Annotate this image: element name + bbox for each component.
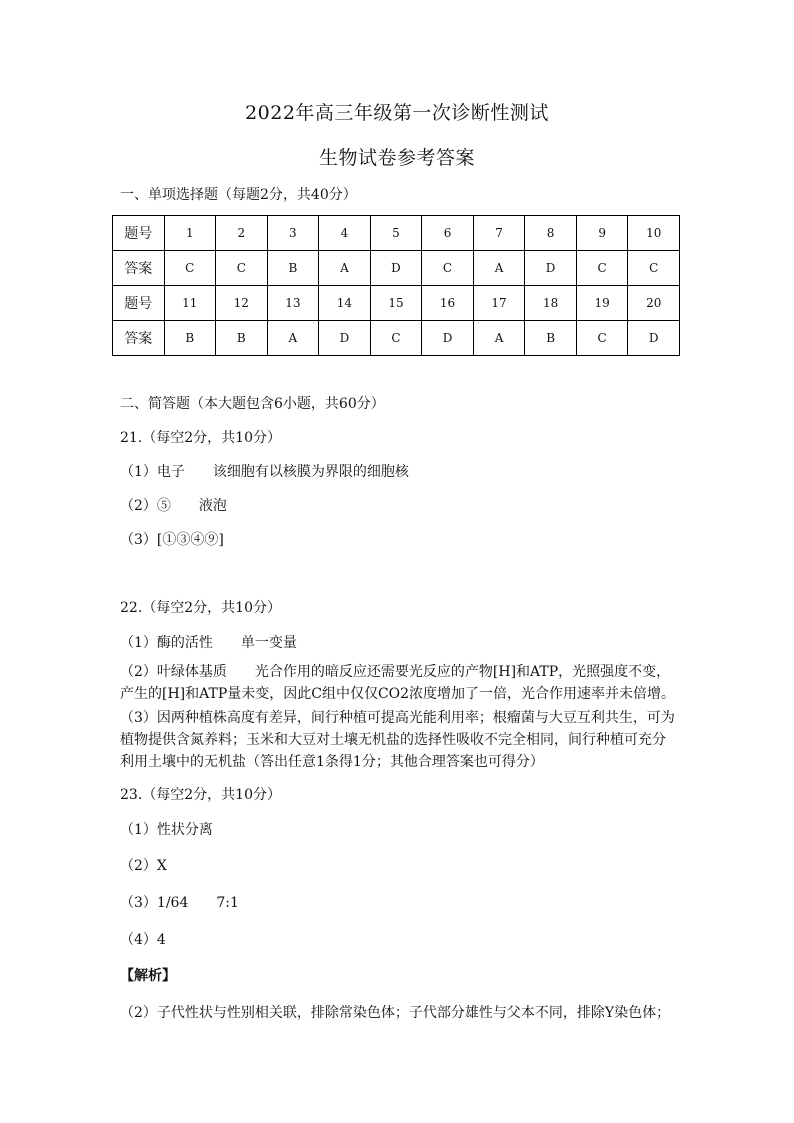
table-cell: 5 [370,216,422,251]
q22-answer-1 [120,632,297,652]
answer-text: 单一变量 [240,635,297,651]
table-cell: A [319,251,371,286]
document-subtitle: 生物试卷参考答案 [318,147,475,169]
table-cell: 10 [628,216,680,251]
table-cell: C [164,251,216,286]
analysis-label: 【解析】 [120,968,176,984]
answer-number: （1）电子 [120,464,185,480]
table-cell: 1 [164,216,216,251]
table-row [113,251,680,286]
table-cell: 题号 [113,286,165,321]
table-cell: 答案 [113,321,165,356]
table-cell: 题号 [113,216,165,251]
table-cell: 7 [473,216,525,251]
answer-number: （2）⑤ [120,498,171,514]
table-cell: 13 [267,286,319,321]
answer-text: 7:1 [216,895,239,911]
table-row [113,216,680,251]
table-cell: A [473,321,525,356]
table-cell: 11 [164,286,216,321]
table-cell: 18 [525,286,577,321]
table-cell: C [576,251,628,286]
q21-answer-3: （3）[①③④⑨] [120,532,224,548]
table-cell: D [525,251,577,286]
table-cell: 9 [576,216,628,251]
q22-answer-3: （3）因两种植株高度有差异，间行种植可提高光能利用率；根瘤菌与大豆互利共生，可为植物提供含氮养料；玉米和大豆对土壤无机盐的选择性吸收不完全相同，间行种植可充分利用土壤中的无机盐（答出任意1条得1分；其他合理答案也可得分） [120,710,675,770]
q23-answer-3 [120,892,239,912]
table-cell: B [525,321,577,356]
table-cell: 12 [216,286,268,321]
table-cell: 8 [525,216,577,251]
table-cell: B [216,321,268,356]
q21-answer-2 [120,495,227,515]
table-row [113,286,680,321]
q21-answer-1 [120,461,409,481]
table-cell: 14 [319,286,371,321]
table-cell: 2 [216,216,268,251]
table-cell: 答案 [113,251,165,286]
section1-heading: 一、单项选择题（每题2分，共40分） [120,187,357,203]
table-cell: C [422,251,474,286]
table-cell: C [628,251,680,286]
answer-table [112,215,680,356]
table-cell: 16 [422,286,474,321]
table-cell: 3 [267,216,319,251]
q22-label: 22.（每空2分，共10分） [120,600,281,616]
table-cell: B [164,321,216,356]
table-cell: 19 [576,286,628,321]
q23-answer-4: （4）4 [120,932,166,948]
q22-answer-2: （2）叶绿体基质 光合作用的暗反应还需要光反应的产物[H]和ATP，光照强度不变，产生的[H]和ATP量未变，因此C组中仅仅CO2浓度增加了一倍，光合作用速率并未倍增。 [120,664,676,702]
q23-answer-1: （1）性状分离 [120,822,213,838]
answer-text: 该细胞有以核膜为界限的细胞核 [212,464,409,480]
table-cell: 17 [473,286,525,321]
q23-label: 23.（每空2分，共10分） [120,787,281,803]
document-title: 2022年高三年级第一次诊断性测试 [245,102,549,124]
table-cell: 4 [319,216,371,251]
table-cell: D [422,321,474,356]
table-cell: D [628,321,680,356]
table-cell: 15 [370,286,422,321]
q23-answer-2: （2）X [120,858,167,874]
answer-text: 液泡 [198,498,227,514]
table-cell: D [370,251,422,286]
q21-label: 21.（每空2分，共10分） [120,430,281,446]
section2-heading: 二、简答题（本大题包含6小题，共60分） [120,396,385,412]
table-cell: 6 [422,216,474,251]
answer-number: （3）1/64 [120,895,189,911]
table-cell: A [473,251,525,286]
table-cell: C [576,321,628,356]
table-cell: 20 [628,286,680,321]
table-cell: B [267,251,319,286]
analysis-text: （2）子代性状与性别相关联，排除常染色体；子代部分雄性与父本不同，排除Y染色体； [120,1005,671,1021]
table-cell: C [216,251,268,286]
table-cell: C [370,321,422,356]
table-row [113,321,680,356]
table-cell: A [267,321,319,356]
answer-number: （1）酶的活性 [120,635,213,651]
table-cell: D [319,321,371,356]
